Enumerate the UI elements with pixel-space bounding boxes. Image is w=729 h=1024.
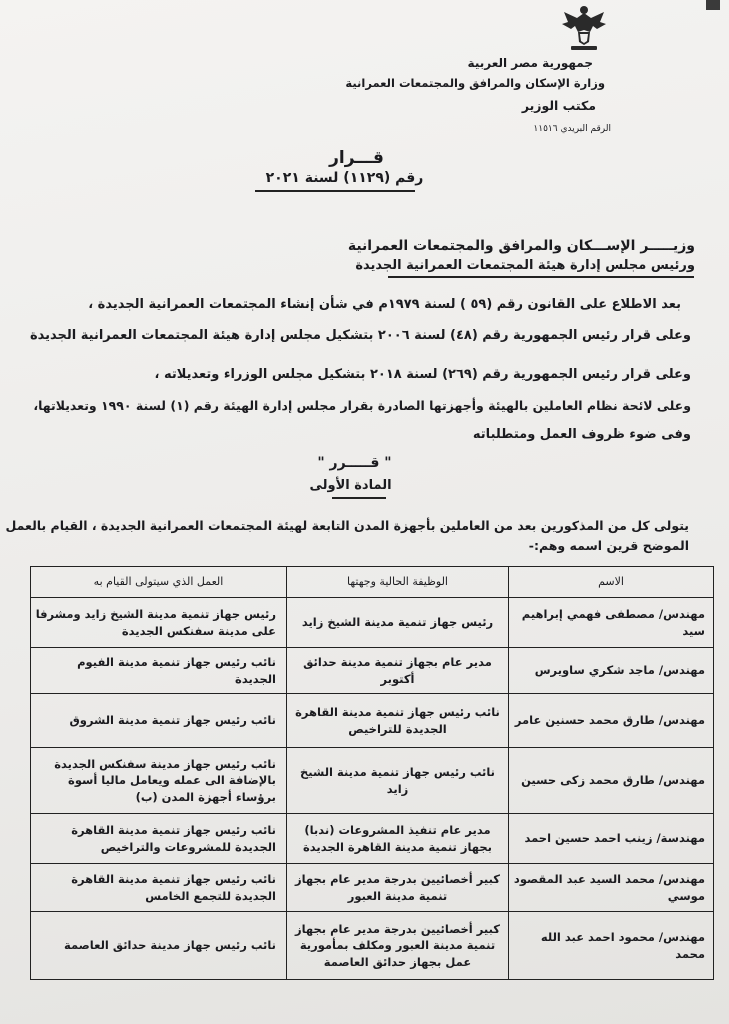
cell-name: مهندس/ محمد السيد عبد المقصود موسي [509, 864, 714, 912]
table-row [31, 912, 714, 980]
cell-current-position: كبير أخصائيين بدرجة مدير عام بجهاز تنمية مدينة العبور ومكلف بمأمورية عمل بجهاز حدائق العاصمة [287, 912, 509, 980]
cell-name: مهندس/ طارق محمد زكى حسين [509, 748, 714, 814]
cell-name: مهندس/ طارق محمد حسنين عامر [509, 694, 714, 748]
postal-code: الرقم البريدي ١١٥١٦ [533, 124, 611, 134]
cell-new-role: نائب رئيس جهاز تنمية مدينة الفيوم الجديدة [31, 648, 287, 694]
cell-current-position: كبير أخصائيين بدرجة مدير عام بجهاز تنمية مدينة العبور [287, 864, 509, 912]
country-name: جمهورية مصر العربية [467, 56, 593, 70]
article-heading: المادة الأولى [309, 478, 392, 493]
cell-new-role: نائب رئيس جهاز مدينة حدائق العاصمة [31, 912, 287, 980]
cell-name: مهندس/ مصطفى فهمي إبراهيم سيد [509, 598, 714, 648]
corner-fold-icon [705, 0, 721, 12]
table-header-row [31, 567, 714, 598]
cell-new-role: نائب رئيس جهاز تنمية مدينة الشروق [31, 694, 287, 748]
header-new-role: العمل الذي سيتولى القيام به [31, 567, 287, 598]
preamble-regulations: وعلى لائحة نظام العاملين بالهيئة وأجهزتها الصادرة بقرار مجلس إدارة الهيئة رقم (١) لسنة ١٩٩٠ وتعديلاتها، [33, 398, 691, 413]
cell-current-position: رئيس جهاز تنمية مدينة الشيخ زايد [287, 598, 509, 648]
preamble-decree-2018: وعلى قرار رئيس الجمهورية رقم (٢٦٩) لسنة ٢٠١٨ بتشكيل مجلس الوزراء وتعديلاته ، [154, 367, 691, 382]
decision-number: رقم (١١٢٩) لسنة ٢٠٢١ [265, 170, 424, 186]
issuer-chairman: ورئيس مجلس إدارة هيئة المجتمعات العمرانية الجديدة [355, 258, 695, 273]
issuer-underline [388, 276, 694, 278]
article-text-line-2: الموضح قرين اسمه وهم:- [528, 538, 689, 553]
header-name: الاسم [509, 567, 714, 598]
article-underline [332, 497, 386, 499]
cell-name: مهندس/ ماجد شكري ساويرس [509, 648, 714, 694]
cell-current-position: نائب رئيس جهاز تنمية مدينة القاهرة الجديدة للتراخيص [287, 694, 509, 748]
cell-new-role: نائب رئيس جهاز تنمية مدينة القاهرة الجديدة للتجمع الخامس [31, 864, 287, 912]
cell-new-role: رئيس جهاز تنمية مدينة الشيخ زايد ومشرفا على مدينة سفنكس الجديدة [31, 598, 287, 648]
cell-current-position: نائب رئيس جهاز تنمية مدينة الشيخ زايد [287, 748, 509, 814]
table-row [31, 694, 714, 748]
eagle-emblem-icon [558, 2, 610, 54]
preamble-decree-2006: وعلى قرار رئيس الجمهورية رقم (٤٨) لسنة ٢٠٠٦ بتشكيل مجلس إدارة هيئة المجتمعات العمرانية الجديدة [29, 328, 691, 343]
cell-name: مهندس/ محمود احمد عبد الله محمد [509, 912, 714, 980]
cell-name: مهندسة/ زينب احمد حسين احمد [509, 814, 714, 864]
article-text-line-1: يتولى كل من المذكورين بعد من العاملين بأجهزة المدن التابعة لهيئة المجتمعات العمرانية الجديدة ، القيام بالعمل [5, 518, 689, 533]
preamble-law: بعد الاطلاع على القانون رقم (٥٩ ) لسنة ١٩٧٩م في شأن إنشاء المجتمعات العمرانية الجديدة ، [88, 297, 681, 312]
ministry-name: وزارة الإسكان والمرافق والمجتمعات العمرانية [345, 76, 605, 90]
table-row [31, 864, 714, 912]
cell-new-role: نائب رئيس جهاز تنمية مدينة القاهرة الجديدة للمشروعات والتراخيص [31, 814, 287, 864]
title-underline [255, 190, 415, 192]
table-row [31, 814, 714, 864]
decision-title: قـــرار [329, 148, 384, 168]
table-row [31, 748, 714, 814]
table-row [31, 598, 714, 648]
preamble-conditions: وفى ضوء ظروف العمل ومتطلباته [472, 427, 691, 442]
table-row [31, 648, 714, 694]
header-current-position: الوظيفة الحالية وجهتها [287, 567, 509, 598]
office-name: مكتب الوزير [521, 98, 596, 113]
assignments-table [30, 566, 714, 980]
cell-current-position: مدير عام بجهاز تنمية مدينة حدائق أكتوبر [287, 648, 509, 694]
issuer-minister: وزيـــــر الإســـكان والمرافق والمجتمعات العمرانية [347, 238, 695, 254]
decision-heading: " قـــــرر " [317, 455, 392, 471]
cell-current-position: مدير عام تنفيذ المشروعات (ندبا) بجهاز تنمية مدينة القاهرة الجديدة [287, 814, 509, 864]
cell-new-role: نائب رئيس جهاز مدينة سفنكس الجديدة بالإضافة الى عمله ويعامل ماليا أسوة برؤساء أجهزة المدن (ب) [31, 748, 287, 814]
